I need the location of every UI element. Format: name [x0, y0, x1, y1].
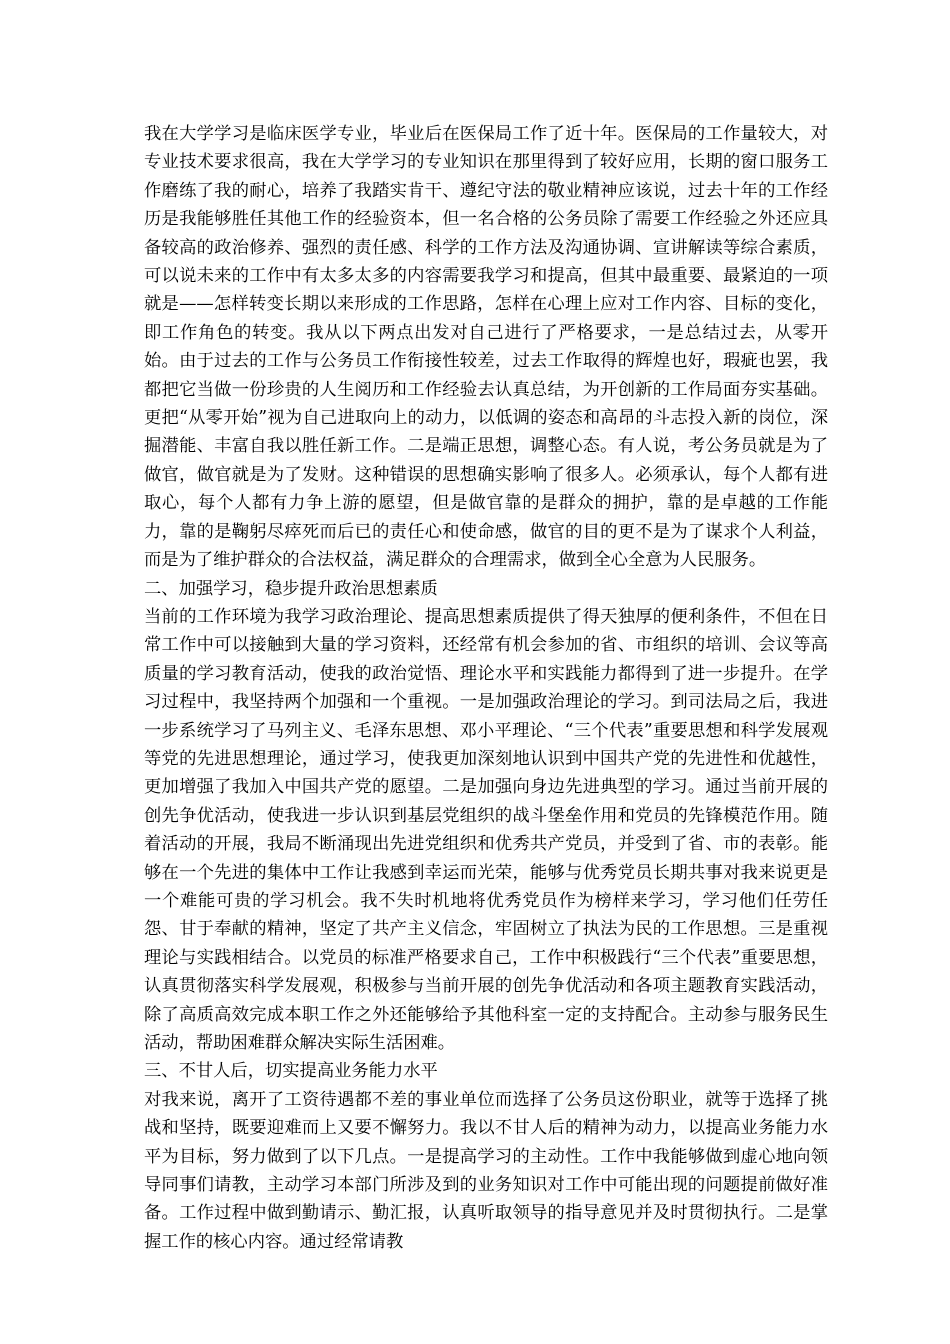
paragraph-business-skills: 对我来说，离开了工资待遇都不差的事业单位而选择了公务员这份职业，就等于选择了挑战和坚持，既要迎难而上又要不懈努力。我以不甘人后的精神为动力，以提高业务能力水平为目标，努力做到了以下几点。一是提高学习的主动性。工作中我能够做到虚心地向领导同事们请教，主动学习本部门所涉及到的业务知识对工作中可能出现的问题提前做好准备。工作过程中做到勤请示、勤汇报，认真听取领导的指导意见并及时贯彻执行。二是掌握工作的核心内容。通过经常请教: [144, 1089, 828, 1252]
section-heading-study: 二、加强学习，稳步提升政治思想素质: [144, 578, 438, 599]
paragraph-political-study: 当前的工作环境为我学习政治理论、提高思想素质提供了得天独厚的便利条件，不但在日常工作中可以接触到大量的学习资料，还经常有机会参加的省、市组织的培训、会议等高质量的学习教育活动，使我的政治觉悟、理论水平和实践能力都得到了进一步提升。在学习过程中，我坚持两个加强和一个重视。一是加强政治理论的学习。到司法局之后，我进一步系统学习了马列主义、毛泽东思想、邓小平理论、“三个代表”重要思想和科学发展观等党的先进思想理论，通过学习，使我更加深刻地认识到中国共产党的先进性和优越性，更加增强了我加入中国共产党的愿望。二是加强向身边先进典型的学习。通过当前开展的创先争优活动，使我进一步认识到基层党组织的战斗堡垒作用和党员的先锋模范作用。随着活动的开展，我局不断涌现出先进党组织和优秀共产党员，并受到了省、市的表彰。能够在一个先进的集体中工作让我感到幸运而光荣，能够与优秀党员长期共事对我来说更是一个难能可贵的学习机会。我不失时机地将优秀党员作为榜样来学习，学习他们任劳任怨、甘于奉献的精神，坚定了共产主义信念，牢固树立了执法为民的工作思想。三是重视理论与实践相结合。以党员的标准严格要求自己，工作中积极践行“三个代表”重要思想，认真贯彻落实科学发展观，积极参与当前开展的创先争优活动和各项主题教育实践活动，除了高质高效完成本职工作之外还能够给予其他科室一定的支持配合。主动参与服务民生活动，帮助困难群众解决实际生活困难。: [144, 606, 828, 1053]
section-heading-skills: 三、不甘人后，切实提高业务能力水平: [144, 1061, 438, 1082]
paragraph-role-transition: 我在大学学习是临床医学专业，毕业后在医保局工作了近十年。医保局的工作量较大，对专业技术要求很高，我在大学学习的专业知识在那里得到了较好应用，长期的窗口服务工作磨练了我的耐心，培养了我踏实肯干、遵纪守法的敬业精神应该说，过去十年的工作经历是我能够胜任其他工作的经验资本，但一名合格的公务员除了需要工作经验之外还应具备较高的政治修养、强烈的责任感、科学的工作方法及沟通协调、宣讲解读等综合素质，可以说未来的工作中有太多太多的内容需要我学习和提高，但其中最重要、最紧迫的一项就是——怎样转变长期以来形成的工作思路，怎样在心理上应对工作内容、目标的变化，即工作角色的转变。我从以下两点出发对自己进行了严格要求，一是总结过去，从零开始。由于过去的工作与公务员工作衔接性较差，过去工作取得的辉煌也好，瑕疵也罢，我都把它当做一份珍贵的人生阅历和工作经验去认真总结，为开创新的工作局面夯实基础。更把“从零开始”视为自己进取向上的动力，以低调的姿态和高昂的斗志投入新的岗位，深掘潜能、丰富自我以胜任新工作。二是端正思想，调整心态。有人说，考公务员就是为了做官，做官就是为了发财。这种错误的思想确实影响了很多人。必须承认，每个人都有进取心，每个人都有力争上游的愿望，但是做官靠的是群众的拥护，靠的是卓越的工作能力，靠的是鞠躬尽瘁死而后已的责任心和使命感，做官的目的更不是为了谋求个人利益，而是为了维护群众的合法权益，满足群众的合理需求，做到全心全意为人民服务。: [144, 124, 828, 571]
document-page: [144, 120, 828, 1320]
